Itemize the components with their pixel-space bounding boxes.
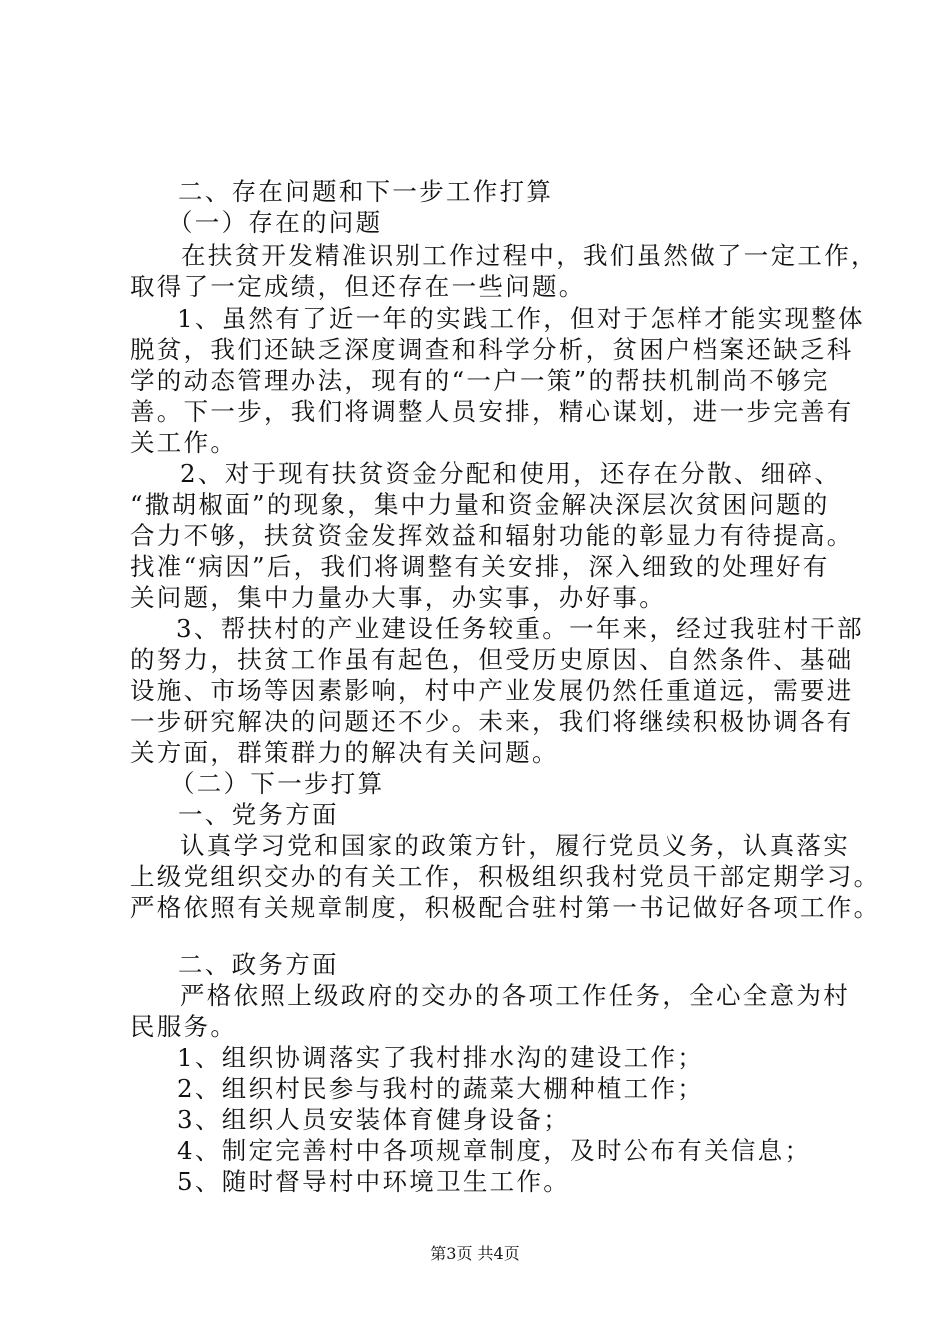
list-item: 5、随时督导村中环境卫生工作。: [177, 1167, 571, 1196]
section-heading: 二、存在问题和下一步工作打算: [178, 177, 554, 206]
text-line: 严格依照有关规章制度，积极配合驻村第一书记做好各项工作。: [130, 893, 881, 922]
text-line: 一步研究解决的问题还不少。未来，我们将继续积极协调各有: [130, 707, 854, 736]
text-line: 2、对于现有扶贫资金分配和使用，还存在分散、细碎、: [180, 459, 842, 488]
text-line: 的努力，扶贫工作虽有起色，但受历史原因、自然条件、基础: [130, 645, 854, 674]
section-heading: 二、政务方面: [178, 950, 339, 979]
text-line: 严格依照上级政府的交办的各项工作任务，全心全意为村: [180, 981, 850, 1010]
list-item: 3、组织人员安装体育健身设备；: [177, 1105, 571, 1134]
text-line: 取得了一定成绩，但还存在一些问题。: [130, 272, 586, 301]
page-footer: 第3页 共4页: [430, 1244, 520, 1263]
text-line: 3、帮扶村的产业建设任务较重。一年来，经过我驻村干部: [176, 614, 864, 643]
text-line: 民服务。: [130, 1012, 238, 1041]
text-line: 在扶贫开发精准识别工作过程中，我们虽然做了一定工作，: [181, 241, 878, 270]
text-line: 脱贫，我们还缺乏深度调查和科学分析，贫困户档案还缺乏科: [130, 335, 854, 364]
text-line: 设施、市场等因素影响，村中产业发展仍然任重道远，需要进: [130, 676, 854, 705]
text-line: 学的动态管理办法，现有的“一户一策”的帮扶机制尚不够完: [130, 366, 830, 395]
subsection-heading: （二）下一步打算: [170, 769, 385, 798]
list-item: 4、制定完善村中各项规章制度，及时公布有关信息；: [177, 1136, 812, 1165]
subsection-heading: （一）存在的问题: [168, 208, 383, 237]
text-line: 认真学习党和国家的政策方针，履行党员义务，认真落实: [180, 831, 850, 860]
text-line: “撒胡椒面”的现象，集中力量和资金解决深层次贫困问题的: [130, 490, 830, 519]
text-line: 关方面，群策群力的解决有关问题。: [130, 738, 559, 767]
text-line: 1、虽然有了近一年的实践工作，但对于怎样才能实现整体: [177, 304, 865, 333]
list-item: 2、组织村民参与我村的蔬菜大棚种植工作；: [177, 1074, 705, 1103]
section-heading: 一、党务方面: [178, 800, 339, 829]
text-line: 关工作。: [130, 428, 238, 457]
text-line: 上级党组织交办的有关工作，积极组织我村党员干部定期学习。: [130, 862, 881, 891]
text-line: 找准“病因”后，我们将调整有关安排，深入细致的处理好有: [130, 552, 830, 581]
list-item: 1、组织协调落实了我村排水沟的建设工作；: [177, 1043, 705, 1072]
text-line: 关问题，集中力量办大事，办实事，办好事。: [130, 583, 666, 612]
text-line: 善。下一步，我们将调整人员安排，精心谋划，进一步完善有: [130, 397, 854, 426]
text-line: 合力不够，扶贫资金发挥效益和辐射功能的彰显力有待提高。: [130, 521, 854, 550]
